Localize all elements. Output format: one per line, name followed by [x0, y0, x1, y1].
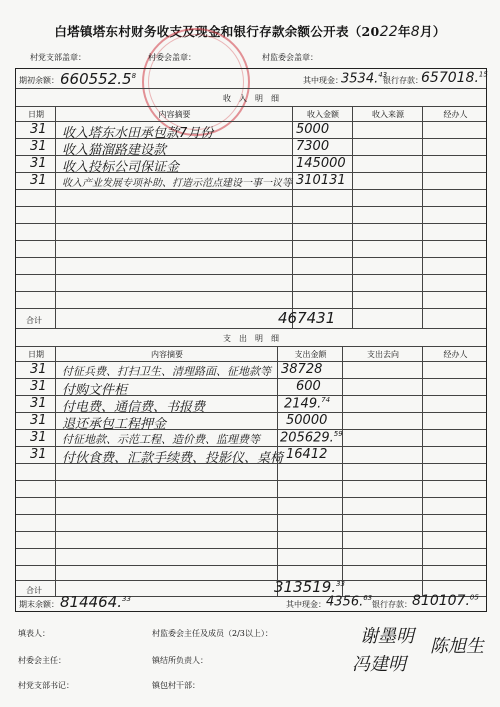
income-total-row [16, 309, 486, 329]
opening-balance-label: 期初余额： [19, 76, 59, 85]
income-amount: 145000 [296, 156, 346, 171]
closing-balance-value: 814464.33 [60, 593, 131, 611]
expense-amount: 205629.59 [280, 430, 343, 446]
filler-label: 填表人： [18, 629, 50, 638]
income-amount: 310131 [296, 173, 346, 188]
title-month: 8 [410, 24, 421, 40]
closing-balance-row [16, 593, 486, 611]
income-header-row [16, 107, 486, 122]
expense-row-empty [16, 515, 486, 532]
income-amount: 5000 [296, 122, 330, 137]
title-month-suffix: 月） [420, 24, 446, 39]
expense-date: 31 [30, 430, 47, 445]
expense-desc: 付征兵费、打扫卫生、清理路面、征地款等 [62, 365, 271, 378]
opening-bank-value: 657018.15 [421, 70, 488, 86]
income-header-handler: 经办人 [443, 110, 468, 119]
income-date: 31 [30, 122, 47, 137]
signature: 陈旭生 [430, 636, 484, 657]
finance-table [15, 68, 487, 612]
expense-row-empty [16, 464, 486, 481]
expense-desc: 付电费、通信费、书报费 [62, 400, 206, 415]
party-secretary-label: 村党支部书记： [18, 681, 74, 690]
income-row [16, 139, 486, 156]
income-row-empty [16, 275, 486, 292]
income-row-empty [16, 224, 486, 241]
income-row [16, 156, 486, 173]
expense-header-row [16, 347, 486, 362]
income-row-empty [16, 258, 486, 275]
income-desc: 收入投标公司保证金 [62, 160, 180, 175]
town-cadre-label: 镇包村干部： [152, 681, 200, 690]
expense-row-empty [16, 549, 486, 566]
expense-header-date: 日期 [28, 350, 44, 359]
expense-date: 31 [30, 413, 47, 428]
income-date: 31 [30, 156, 47, 171]
income-section-title: 收 入 明 细 [223, 94, 279, 103]
town-accountant-label: 镇结所负责人： [152, 656, 208, 665]
expense-amount: 2149.74 [284, 396, 331, 412]
expense-desc: 付购文件柜 [62, 383, 128, 398]
opening-balance-value: 660552.5$^8$ [60, 70, 137, 88]
expense-header-desc: 内容摘要 [151, 350, 183, 359]
expense-amount: 600 [296, 379, 321, 394]
income-row [16, 122, 486, 139]
income-total-value: 467431 [278, 309, 336, 327]
page-title [0, 22, 500, 40]
expense-desc: 付征地款、示范工程、造价费、监理费等 [62, 433, 260, 446]
expense-row-empty [16, 498, 486, 515]
expense-header-destination: 支出去向 [367, 350, 399, 359]
income-date: 31 [30, 173, 47, 188]
supervision-seal-label: 村监委会盖章： [262, 53, 318, 62]
expense-header-amount: 支出金额 [294, 350, 327, 359]
supervision-chair-label: 村监委会主任及成员（2/3以上）： [152, 629, 273, 638]
income-total-label: 合计 [26, 316, 42, 325]
income-section-row [16, 89, 486, 107]
income-date: 31 [30, 139, 47, 154]
income-desc: 收入猫溜路建设款 [62, 143, 167, 158]
title-year: 22 [379, 24, 398, 40]
expense-row-empty [16, 532, 486, 549]
income-header-amount: 收入金额 [307, 110, 339, 119]
expense-row-empty [16, 566, 486, 581]
opening-cash-label: 其中现金： [303, 76, 343, 85]
opening-bank-label: 银行存款： [383, 76, 423, 85]
expense-section-title: 支 出 明 细 [223, 334, 279, 343]
income-header-date: 日期 [28, 110, 44, 119]
expense-date: 31 [30, 362, 47, 377]
income-desc: 收入塔东水田承包款7月份 [62, 126, 214, 141]
income-header-source: 收入来源 [372, 110, 404, 119]
opening-cash-value: 3534.43 [341, 71, 388, 87]
expense-amount: 16412 [286, 447, 328, 462]
party-branch-seal-label: 村党支部盖章： [30, 53, 86, 62]
closing-bank-value: 810107.05 [412, 593, 479, 609]
expense-row [16, 430, 486, 447]
signature: 冯建明 [352, 654, 406, 675]
opening-balance-row [16, 69, 486, 89]
expense-total-label: 合计 [26, 586, 42, 595]
expense-header-handler: 经办人 [443, 350, 468, 359]
income-row-empty [16, 241, 486, 258]
expense-row [16, 447, 486, 464]
income-row [16, 173, 486, 190]
signature: 谢墨明 [360, 626, 414, 647]
expense-row [16, 413, 486, 430]
expense-date: 31 [30, 379, 47, 394]
expense-date: 31 [30, 396, 47, 411]
expense-section-row [16, 329, 486, 347]
expense-date: 31 [30, 447, 47, 462]
expense-row-empty [16, 481, 486, 498]
income-desc: 收入产业发展专项补助、打造示范点建设一事一议等 [62, 178, 292, 189]
expense-desc: 退还承包工程押金 [62, 417, 167, 432]
income-row-empty [16, 207, 486, 224]
expense-row [16, 396, 486, 413]
expense-amount: 50000 [286, 413, 328, 428]
expense-amount: 38728 [281, 362, 323, 377]
title-prefix: 白塔镇塔东村财务收支及现金和银行存款余额公开表（20 [54, 24, 380, 39]
income-amount: 7300 [296, 139, 330, 154]
closing-cash-value: 4356.63 [326, 594, 373, 610]
income-row-empty [16, 190, 486, 207]
expense-total-value: 313519.33 [274, 578, 345, 596]
closing-bank-label: 银行存款： [372, 600, 412, 609]
closing-cash-label: 其中现金： [286, 600, 326, 609]
income-row-empty [16, 292, 486, 309]
closing-balance-label: 期末余额： [19, 600, 59, 609]
title-year-suffix: 年 [397, 24, 411, 39]
expense-row [16, 362, 486, 379]
expense-row [16, 379, 486, 396]
expense-desc: 付伙食费、汇款手续费、投影仪、桌椅 [62, 451, 284, 466]
committee-head-label: 村委会主任： [18, 656, 66, 665]
income-header-desc: 内容摘要 [158, 110, 191, 119]
village-committee-seal-label: 村委会盖章： [148, 53, 196, 62]
